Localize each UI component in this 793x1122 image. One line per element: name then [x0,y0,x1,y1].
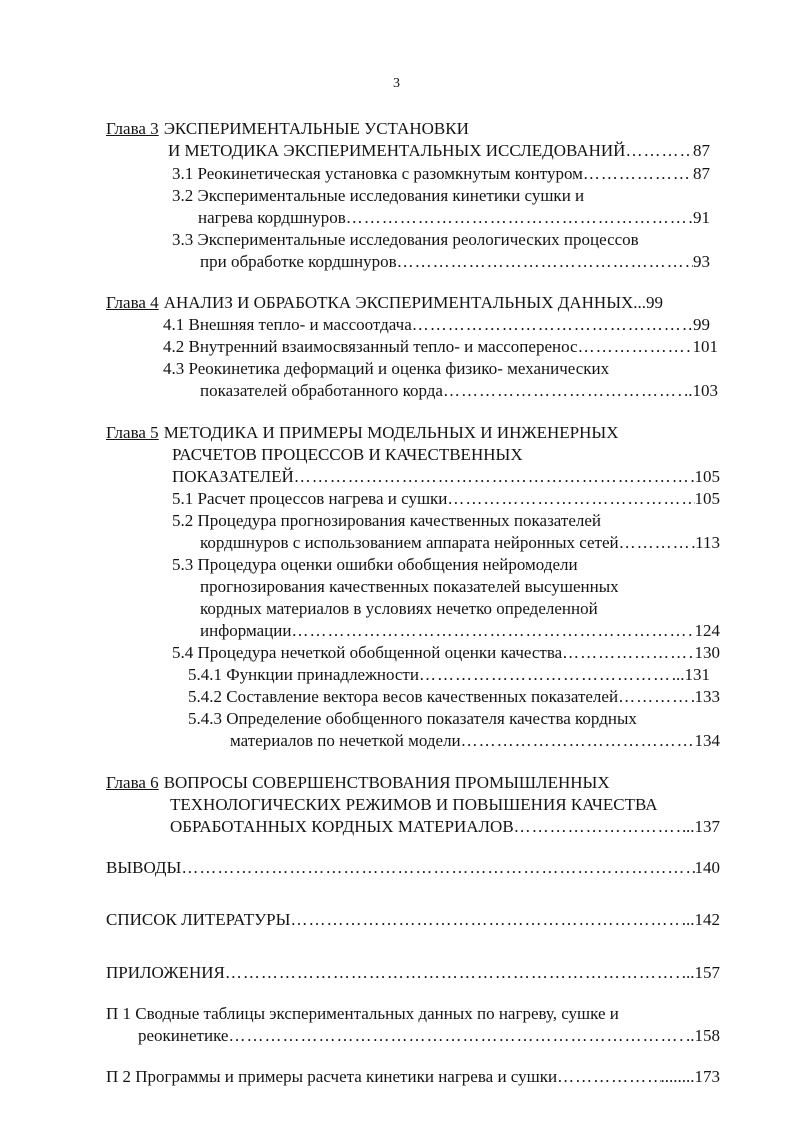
dot-leader [578,335,693,359]
page-number: 3 [393,76,400,91]
dot-leader [618,685,694,709]
dot-leader [619,531,696,555]
entry-title: 3.3 Экспериментальные исследования реологических процессов [172,230,639,249]
dot-leader [346,206,693,230]
entry-page: ...99 [633,293,664,312]
dot-leader [562,641,694,665]
entry-page: ..103 [684,381,718,400]
toc-entry [200,575,720,599]
toc-entry [200,619,720,643]
toc-chapter-3-heading [106,117,706,141]
entry-title: кордных материалов в условиях нечетко определенной [200,599,598,618]
entry-title: при обработке кордшнуров [200,252,397,271]
entry-page: 87 [693,141,710,160]
toc-appendix-2 [106,1065,720,1089]
entry-page: 91 [693,208,710,227]
entry-page: ...142 [681,910,720,929]
toc-entry [200,597,720,621]
entry-title: 5.1 Расчет процессов нагрева и сушки [172,489,448,508]
entry-page: 105 [694,467,720,486]
toc-entry [200,250,710,274]
toc-entry [200,379,718,403]
toc-appendices [106,961,720,985]
chapter-label: Глава 4 [106,293,159,312]
entry-title: 3.1 Реокинетическая установка с разомкнутым контуром [172,164,583,183]
toc-chapter-5-heading [106,421,718,445]
entry-title: 5.2 Процедура прогнозирования качественных показателей [172,511,602,530]
toc-entry [188,707,720,731]
entry-title: 5.4.3 Определение обобщенного показателя качества кордных [188,709,637,728]
dot-leader [625,139,693,163]
toc-references [106,908,720,932]
entry-title: нагрева кордшнуров [198,208,346,227]
dot-leader [447,487,694,511]
entry-title: ПОКАЗАТЕЛЕЙ [172,467,294,486]
entry-title: 4.2 Внутренний взаимосвязанный тепло- и массоперенос [163,337,578,356]
dot-leader [397,250,693,274]
entry-title: 5.3 Процедура оценки ошибки обобщения нейромодели [172,555,578,574]
entry-title: материалов по нечеткой модели [230,731,461,750]
entry-title: 4.1 Внешняя тепло- и массоотдача [163,315,412,334]
dot-leader [290,908,681,932]
entry-title: 5.4.2 Составление вектора весов качественных показателей [188,687,619,706]
dot-leader [419,663,672,687]
entry-title: П 1 Сводные таблицы экспериментальных данных по нагреву, сушке и [106,1004,619,1023]
toc-entry [172,641,720,665]
dot-leader [461,729,695,753]
entry-title: ПРИЛОЖЕНИЯ [106,963,225,982]
toc-entry [230,729,720,753]
toc-entry [163,335,718,359]
toc-chapter-6-heading [106,771,718,795]
toc-entry [172,443,710,467]
entry-title: И МЕТОДИКА ЭКСПЕРИМЕНТАЛЬНЫХ ИССЛЕДОВАНИЙ [168,141,626,160]
entry-title: СПИСОК ЛИТЕРАТУРЫ [106,910,291,929]
entry-page: 93 [693,252,710,271]
dot-leader [181,856,694,880]
entry-title: П 2 Программы и примеры расчета кинетики нагрева и сушки [106,1067,558,1086]
toc-entry [172,184,710,208]
toc-entry [172,228,710,252]
entry-page: ........173 [660,1067,720,1086]
toc-entry [172,509,720,533]
entry-page: 99 [693,315,710,334]
dot-leader [294,465,695,489]
toc-chapter-4-heading [106,291,714,315]
entry-page: 113 [695,533,720,552]
entry-title: кордшнуров с использованием аппарата нейронных сетей [200,533,619,552]
entry-title: 4.3 Реокинетика деформаций и оценка физико- механических [163,359,610,378]
entry-page: ...157 [681,963,720,982]
toc-entry [172,553,720,577]
entry-title: информации [200,621,292,640]
chapter-title: ЭКСПЕРИМЕНТАЛЬНЫЕ УСТАНОВКИ [163,119,469,138]
dot-leader [557,1065,660,1089]
entry-page: 133 [694,687,720,706]
chapter-title: АНАЛИЗ И ОБРАБОТКА ЭКСПЕРИМЕНТАЛЬНЫХ ДАННЫХ [163,293,634,312]
dot-leader [412,313,693,337]
entry-page: 87 [693,164,710,183]
entry-title: РАСЧЕТОВ ПРОЦЕССОВ И КАЧЕСТВЕННЫХ [172,445,523,464]
entry-title: ТЕХНОЛОГИЧЕСКИХ РЕЖИМОВ И ПОВЫШЕНИЯ КАЧЕСТВА [170,795,658,814]
toc-entry [163,357,718,381]
entry-title: ОБРАБОТАННЫХ КОРДНЫХ МАТЕРИАЛОВ [170,817,514,836]
dot-leader [514,815,686,839]
chapter-label: Глава 6 [106,773,159,792]
toc-entry [172,487,720,511]
toc-entry [170,793,720,817]
toc-entry [138,1024,720,1048]
toc-conclusions [106,856,720,880]
entry-title: ВЫВОДЫ [106,858,182,877]
toc-entry [170,815,720,839]
entry-title: 3.2 Экспериментальные исследования кинетики сушки и [172,186,585,205]
toc-entry [168,139,710,163]
dot-leader [291,619,694,643]
entry-page: ..158 [686,1026,720,1045]
dot-leader [225,961,682,985]
entry-title: 5.4 Процедура нечеткой обобщенной оценки качества [172,643,563,662]
toc-entry [172,465,720,489]
entry-page: 101 [692,337,718,356]
toc-entry [198,206,710,230]
dot-leader [583,162,693,186]
entry-page: ..137 [686,817,720,836]
entry-page: 130 [694,643,720,662]
entry-title: 5.4.1 Функции принадлежности [188,665,419,684]
dot-leader [228,1024,686,1048]
entry-page: 105 [694,489,720,508]
chapter-label: Глава 3 [106,119,159,138]
toc-entry [163,313,710,337]
entry-title: реокинетике [138,1026,229,1045]
toc-appendix-1 [106,1002,720,1026]
toc-entry [188,663,710,687]
chapter-title: ВОПРОСЫ СОВЕРШЕНСТВОВАНИЯ ПРОМЫШЛЕННЫХ [163,773,610,792]
dot-leader [443,379,684,403]
entry-page: ...131 [671,665,710,684]
entry-title: прогнозирования качественных показателей высушенных [200,577,619,596]
entry-title: показателей обработанного корда [200,381,443,400]
chapter-label: Глава 5 [106,423,159,442]
entry-page: 134 [694,731,720,750]
toc-entry [188,685,720,709]
toc-entry [172,162,710,186]
chapter-title: МЕТОДИКА И ПРИМЕРЫ МОДЕЛЬНЫХ И ИНЖЕНЕРНЫХ [163,423,619,442]
toc-entry [200,531,720,555]
entry-page: 140 [694,858,720,877]
entry-page: 124 [694,621,720,640]
